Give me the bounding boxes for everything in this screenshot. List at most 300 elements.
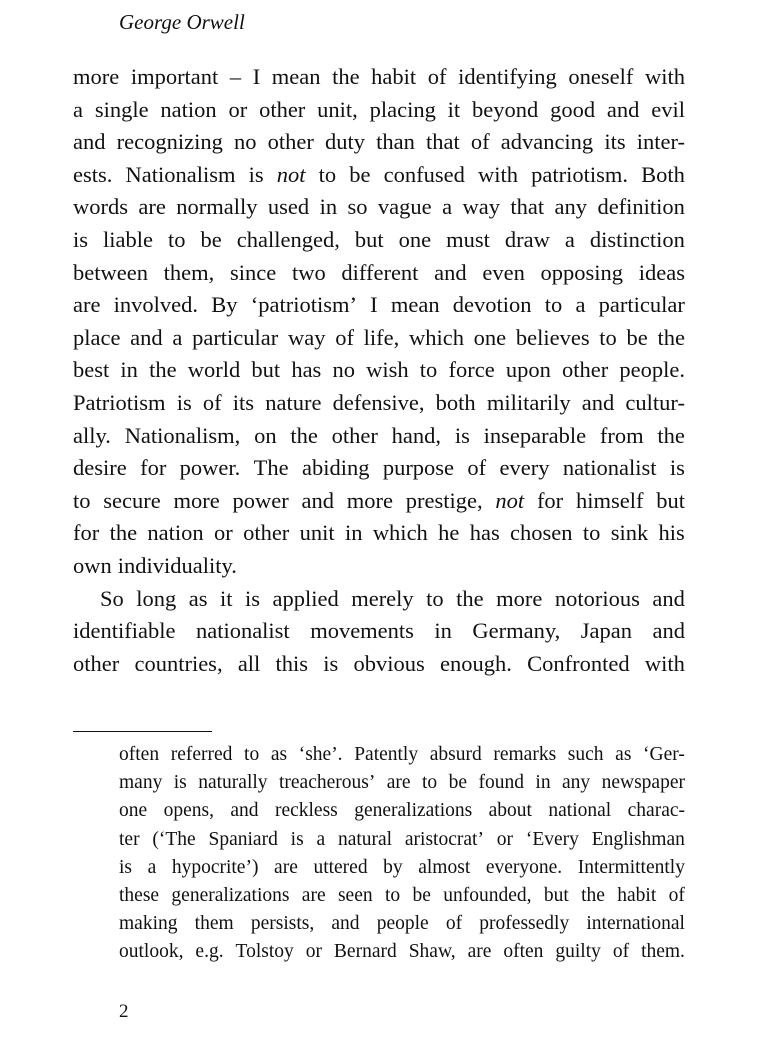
word: about bbox=[488, 800, 532, 822]
word: and bbox=[434, 259, 467, 285]
word: to bbox=[318, 161, 337, 187]
text-line bbox=[73, 420, 685, 453]
footnote-line bbox=[119, 938, 685, 966]
word: any bbox=[554, 194, 588, 220]
word: are bbox=[386, 772, 411, 794]
word: uttered bbox=[313, 856, 368, 878]
word: particular bbox=[192, 324, 279, 350]
word: it bbox=[447, 96, 461, 122]
word: Tolstoy bbox=[235, 941, 294, 963]
word: one bbox=[398, 226, 432, 252]
footnote-line bbox=[119, 910, 685, 938]
word: and bbox=[73, 129, 106, 155]
footnote-line bbox=[119, 882, 685, 910]
word: more bbox=[173, 487, 220, 513]
word: not bbox=[495, 487, 525, 513]
word: particular bbox=[598, 292, 685, 318]
word: has bbox=[291, 357, 322, 383]
word: in bbox=[434, 618, 452, 644]
word: people bbox=[376, 913, 429, 935]
word: treacherous’ bbox=[278, 772, 376, 794]
word: is bbox=[244, 585, 260, 611]
word: secure bbox=[103, 487, 161, 513]
text-line bbox=[73, 61, 685, 94]
word: hypocrite’) bbox=[171, 856, 259, 878]
word: of bbox=[202, 389, 222, 415]
word: the bbox=[149, 357, 177, 383]
word: generalizations bbox=[354, 800, 473, 822]
word: of bbox=[470, 129, 490, 155]
word: is bbox=[454, 422, 470, 448]
word: any bbox=[562, 772, 591, 794]
word: e.g. bbox=[195, 941, 224, 963]
word: often bbox=[119, 744, 160, 765]
word: nation bbox=[160, 96, 217, 122]
word: as bbox=[270, 744, 288, 765]
word: defensive, bbox=[332, 389, 425, 415]
word: nationalist bbox=[562, 455, 657, 481]
word: must bbox=[446, 226, 490, 252]
footnote-line bbox=[119, 826, 685, 854]
text-line bbox=[73, 159, 685, 192]
word: a bbox=[575, 292, 586, 318]
word: no bbox=[332, 357, 355, 383]
word: confused bbox=[383, 161, 465, 187]
word: it bbox=[219, 585, 233, 611]
text-line bbox=[73, 583, 685, 616]
word: and bbox=[130, 324, 163, 350]
word: other bbox=[259, 96, 306, 122]
footnote-line bbox=[119, 741, 685, 769]
word: Germany, bbox=[472, 618, 561, 644]
word: merely bbox=[351, 585, 414, 611]
word: habit bbox=[617, 884, 657, 906]
word: and bbox=[652, 585, 685, 611]
text-line bbox=[73, 322, 685, 355]
word: countries, bbox=[134, 650, 223, 676]
word: be bbox=[412, 884, 431, 906]
word: inseparable bbox=[483, 422, 587, 448]
word: power bbox=[232, 487, 289, 513]
word: long bbox=[136, 585, 177, 611]
word: Bernard bbox=[333, 941, 397, 963]
word: single bbox=[94, 96, 149, 122]
word: to bbox=[544, 292, 563, 318]
word: used bbox=[267, 194, 310, 220]
word: but bbox=[354, 226, 384, 252]
word: – bbox=[229, 64, 242, 89]
word: are bbox=[138, 194, 166, 220]
word: which bbox=[408, 324, 464, 350]
running-head: George Orwell bbox=[119, 10, 245, 34]
word: the bbox=[332, 64, 360, 89]
word: more bbox=[73, 64, 120, 89]
word: since bbox=[230, 259, 277, 285]
word: patriotism. bbox=[531, 161, 629, 187]
word: ideas bbox=[638, 259, 685, 285]
word: to bbox=[422, 772, 438, 794]
word: other bbox=[331, 422, 378, 448]
word: recognizing bbox=[116, 129, 223, 155]
word: two bbox=[291, 259, 326, 285]
word: one bbox=[473, 324, 507, 350]
word: or bbox=[305, 941, 322, 963]
word: even bbox=[482, 259, 525, 285]
word: other bbox=[73, 650, 120, 676]
word: militarily bbox=[486, 389, 571, 415]
word: reckless bbox=[274, 800, 338, 822]
word: ‘Ger- bbox=[643, 744, 685, 765]
word: is bbox=[323, 650, 339, 676]
word: mean bbox=[271, 64, 321, 89]
word: many bbox=[119, 772, 163, 794]
word: national bbox=[548, 800, 612, 822]
word: them, bbox=[163, 259, 215, 285]
word: charac- bbox=[627, 800, 685, 822]
word: in bbox=[319, 194, 338, 220]
word: and bbox=[331, 913, 360, 935]
text-line bbox=[73, 452, 685, 485]
word: placing bbox=[369, 96, 436, 122]
word: other bbox=[243, 520, 290, 546]
word: the bbox=[456, 585, 484, 611]
word: inter- bbox=[636, 129, 685, 155]
word: be bbox=[200, 226, 222, 252]
word: of bbox=[427, 64, 447, 89]
word: aristocrat’ bbox=[404, 828, 484, 850]
word: naturally bbox=[198, 772, 268, 794]
word: different bbox=[341, 259, 419, 285]
word: Nationalism bbox=[125, 161, 236, 187]
word: of bbox=[668, 884, 685, 906]
word: people. bbox=[619, 357, 685, 383]
word: is bbox=[119, 856, 133, 878]
text-line bbox=[73, 648, 685, 681]
text-line bbox=[73, 387, 685, 420]
word: words bbox=[73, 194, 128, 220]
word: between bbox=[73, 259, 148, 285]
word: or bbox=[228, 96, 248, 122]
word: and bbox=[581, 389, 615, 415]
word: more bbox=[496, 585, 543, 611]
word: seen bbox=[337, 884, 373, 906]
word: them bbox=[194, 913, 234, 935]
word: life, bbox=[363, 324, 400, 350]
word: are bbox=[467, 941, 492, 963]
word: ‘patriotism’ bbox=[250, 292, 357, 318]
word: the bbox=[109, 520, 138, 546]
word: to bbox=[168, 226, 186, 252]
word: to bbox=[73, 487, 91, 513]
word: these bbox=[119, 884, 160, 906]
word: sink bbox=[610, 520, 649, 546]
footnote-line bbox=[119, 854, 685, 882]
word: Patriotism bbox=[73, 389, 166, 415]
word: not bbox=[276, 161, 306, 187]
word: is bbox=[290, 828, 304, 850]
word: but bbox=[251, 357, 281, 383]
word: be bbox=[626, 324, 648, 350]
footnote bbox=[119, 741, 685, 967]
word: but bbox=[543, 884, 569, 906]
word: to bbox=[419, 357, 438, 383]
word: professedly bbox=[479, 913, 570, 935]
word: force bbox=[448, 357, 495, 383]
word: mean bbox=[390, 292, 440, 318]
word: than bbox=[376, 129, 415, 155]
word: challenged, bbox=[236, 226, 340, 252]
word: best bbox=[73, 357, 110, 383]
word: prestige, bbox=[405, 487, 483, 513]
word: ‘she’. bbox=[298, 744, 343, 765]
word: wish bbox=[366, 357, 409, 383]
word: is bbox=[669, 455, 685, 481]
word: unfounded, bbox=[443, 884, 532, 906]
word: definition bbox=[597, 194, 685, 220]
word: which bbox=[372, 520, 428, 546]
word: but bbox=[656, 487, 685, 513]
word: Patently bbox=[354, 744, 419, 765]
word: good bbox=[550, 96, 596, 122]
word: important bbox=[130, 64, 219, 89]
word: be bbox=[448, 772, 468, 794]
word: ests. bbox=[73, 161, 113, 187]
word: hand, bbox=[391, 422, 442, 448]
word: no bbox=[233, 129, 257, 155]
word: is bbox=[248, 161, 264, 187]
word: opposing bbox=[540, 259, 624, 285]
word: identifying bbox=[458, 64, 557, 89]
word: So bbox=[100, 585, 124, 611]
word: Confronted bbox=[527, 650, 630, 676]
word: other bbox=[562, 357, 609, 383]
text-line bbox=[73, 224, 685, 257]
word: so bbox=[347, 194, 368, 220]
word: Intermittently bbox=[577, 856, 685, 878]
word: liable bbox=[103, 226, 153, 252]
word: chosen bbox=[510, 520, 573, 546]
word: nationalist bbox=[195, 618, 290, 644]
word: beyond bbox=[472, 96, 539, 122]
word: cultur- bbox=[625, 389, 685, 415]
word: found bbox=[478, 772, 524, 794]
word: involved. bbox=[113, 292, 199, 318]
word: desire bbox=[73, 455, 127, 481]
word: with bbox=[644, 64, 685, 89]
word: Englishman bbox=[591, 828, 685, 850]
word: generalizations bbox=[171, 884, 290, 906]
word: a bbox=[564, 226, 575, 252]
word: in bbox=[344, 520, 363, 546]
word: this bbox=[275, 650, 309, 676]
word: and bbox=[301, 487, 335, 513]
word: all bbox=[237, 650, 261, 676]
word: everyone. bbox=[485, 856, 563, 878]
word: in bbox=[535, 772, 551, 794]
word: unit bbox=[299, 520, 335, 546]
word: or bbox=[496, 828, 514, 850]
word: to bbox=[599, 324, 617, 350]
word: remarks bbox=[493, 744, 557, 765]
word: both bbox=[435, 389, 476, 415]
word: with bbox=[478, 161, 519, 187]
word: abiding bbox=[301, 455, 370, 481]
word: identifiable bbox=[73, 618, 176, 644]
word: for bbox=[140, 455, 167, 481]
word: them. bbox=[641, 941, 685, 963]
text-line bbox=[73, 94, 685, 127]
word: nature bbox=[265, 389, 322, 415]
text-line bbox=[73, 485, 685, 518]
word: with bbox=[644, 650, 685, 676]
word: one bbox=[119, 800, 148, 822]
word: the bbox=[657, 324, 685, 350]
word: notorious bbox=[554, 585, 640, 611]
word: unit, bbox=[317, 96, 358, 122]
word: Both bbox=[641, 161, 685, 187]
text-line bbox=[73, 126, 685, 159]
word: more bbox=[346, 487, 394, 513]
word: to bbox=[426, 585, 444, 611]
word: (‘The bbox=[152, 828, 196, 850]
word: opens, bbox=[163, 800, 214, 822]
text-line bbox=[73, 615, 685, 648]
word: is bbox=[73, 226, 89, 252]
word: habit bbox=[371, 64, 417, 89]
word: that bbox=[425, 129, 460, 155]
word: newspaper bbox=[601, 772, 685, 794]
word: persists, bbox=[250, 913, 315, 935]
footnote-line bbox=[119, 797, 685, 825]
word: believes bbox=[515, 324, 590, 350]
word: movements bbox=[310, 618, 414, 644]
word: on bbox=[254, 422, 277, 448]
word: own bbox=[73, 552, 112, 578]
text-line bbox=[73, 354, 685, 387]
word: Spaniard bbox=[208, 828, 278, 850]
word: nation bbox=[147, 520, 204, 546]
word: are bbox=[73, 292, 101, 318]
word: of bbox=[445, 913, 463, 935]
word: absurd bbox=[429, 744, 482, 765]
word: to bbox=[244, 744, 260, 765]
word: normally bbox=[176, 194, 258, 220]
word: for bbox=[73, 520, 100, 546]
word: I bbox=[252, 64, 261, 89]
word: often bbox=[503, 941, 544, 963]
word: Shaw, bbox=[408, 941, 456, 963]
word: the bbox=[290, 422, 318, 448]
word: The bbox=[253, 455, 289, 481]
word: by bbox=[383, 856, 403, 878]
body-text bbox=[73, 61, 685, 680]
word: advancing bbox=[500, 129, 594, 155]
word: draw bbox=[504, 226, 550, 252]
word: a bbox=[147, 856, 157, 878]
word: be bbox=[349, 161, 371, 187]
word: in bbox=[120, 357, 138, 383]
word: guilty bbox=[555, 941, 601, 963]
word: are bbox=[301, 884, 326, 906]
paragraph-2 bbox=[73, 583, 685, 681]
word: way bbox=[462, 194, 500, 220]
word: ‘Every bbox=[525, 828, 579, 850]
word: place bbox=[73, 324, 121, 350]
word: from bbox=[599, 422, 644, 448]
word: is bbox=[173, 772, 187, 794]
text-line bbox=[73, 191, 685, 224]
word: vague bbox=[377, 194, 432, 220]
word: its bbox=[604, 129, 626, 155]
word: ally. bbox=[73, 422, 111, 448]
word: evil bbox=[651, 96, 685, 122]
word: he bbox=[438, 520, 460, 546]
word: outlook, bbox=[119, 941, 184, 963]
word: duty bbox=[324, 129, 365, 155]
word: a bbox=[442, 194, 453, 220]
word: purpose bbox=[382, 455, 455, 481]
word: as bbox=[615, 744, 632, 765]
footnote-rule bbox=[73, 731, 212, 732]
word: natural bbox=[337, 828, 393, 850]
text-line bbox=[73, 550, 685, 583]
word: other bbox=[267, 129, 314, 155]
word: upon bbox=[505, 357, 551, 383]
word: international bbox=[586, 913, 685, 935]
word: himself bbox=[575, 487, 644, 513]
word: to bbox=[384, 884, 401, 906]
word: Japan bbox=[580, 618, 633, 644]
word: as bbox=[188, 585, 208, 611]
page-number: 2 bbox=[119, 1001, 129, 1022]
word: that bbox=[510, 194, 545, 220]
word: way bbox=[287, 324, 326, 350]
word: making bbox=[119, 913, 178, 935]
word: ter bbox=[119, 828, 140, 850]
word: his bbox=[658, 520, 685, 546]
word: every bbox=[499, 455, 550, 481]
word: its bbox=[232, 389, 255, 415]
word: world bbox=[187, 357, 241, 383]
footnote-line bbox=[119, 769, 685, 797]
word: the bbox=[581, 884, 605, 906]
text-line bbox=[73, 257, 685, 290]
word: for bbox=[536, 487, 564, 513]
paragraph-1 bbox=[73, 61, 685, 583]
text-line bbox=[73, 517, 685, 550]
word: to bbox=[582, 520, 601, 546]
word: such bbox=[567, 744, 604, 765]
word: oneself bbox=[568, 64, 634, 89]
word: almost bbox=[418, 856, 471, 878]
text-line bbox=[73, 289, 685, 322]
word: the bbox=[657, 422, 685, 448]
word: are bbox=[274, 856, 298, 878]
word: individuality. bbox=[117, 552, 237, 578]
word: Nationalism, bbox=[124, 422, 241, 448]
word: has bbox=[469, 520, 500, 546]
word: is bbox=[176, 389, 192, 415]
word: devotion bbox=[452, 292, 532, 318]
word: power. bbox=[179, 455, 241, 481]
word: a bbox=[172, 324, 183, 350]
word: and bbox=[230, 800, 259, 822]
word: enough. bbox=[440, 650, 512, 676]
word: of bbox=[335, 324, 354, 350]
word: I bbox=[370, 292, 378, 318]
word: obvious bbox=[353, 650, 425, 676]
word: or bbox=[213, 520, 233, 546]
